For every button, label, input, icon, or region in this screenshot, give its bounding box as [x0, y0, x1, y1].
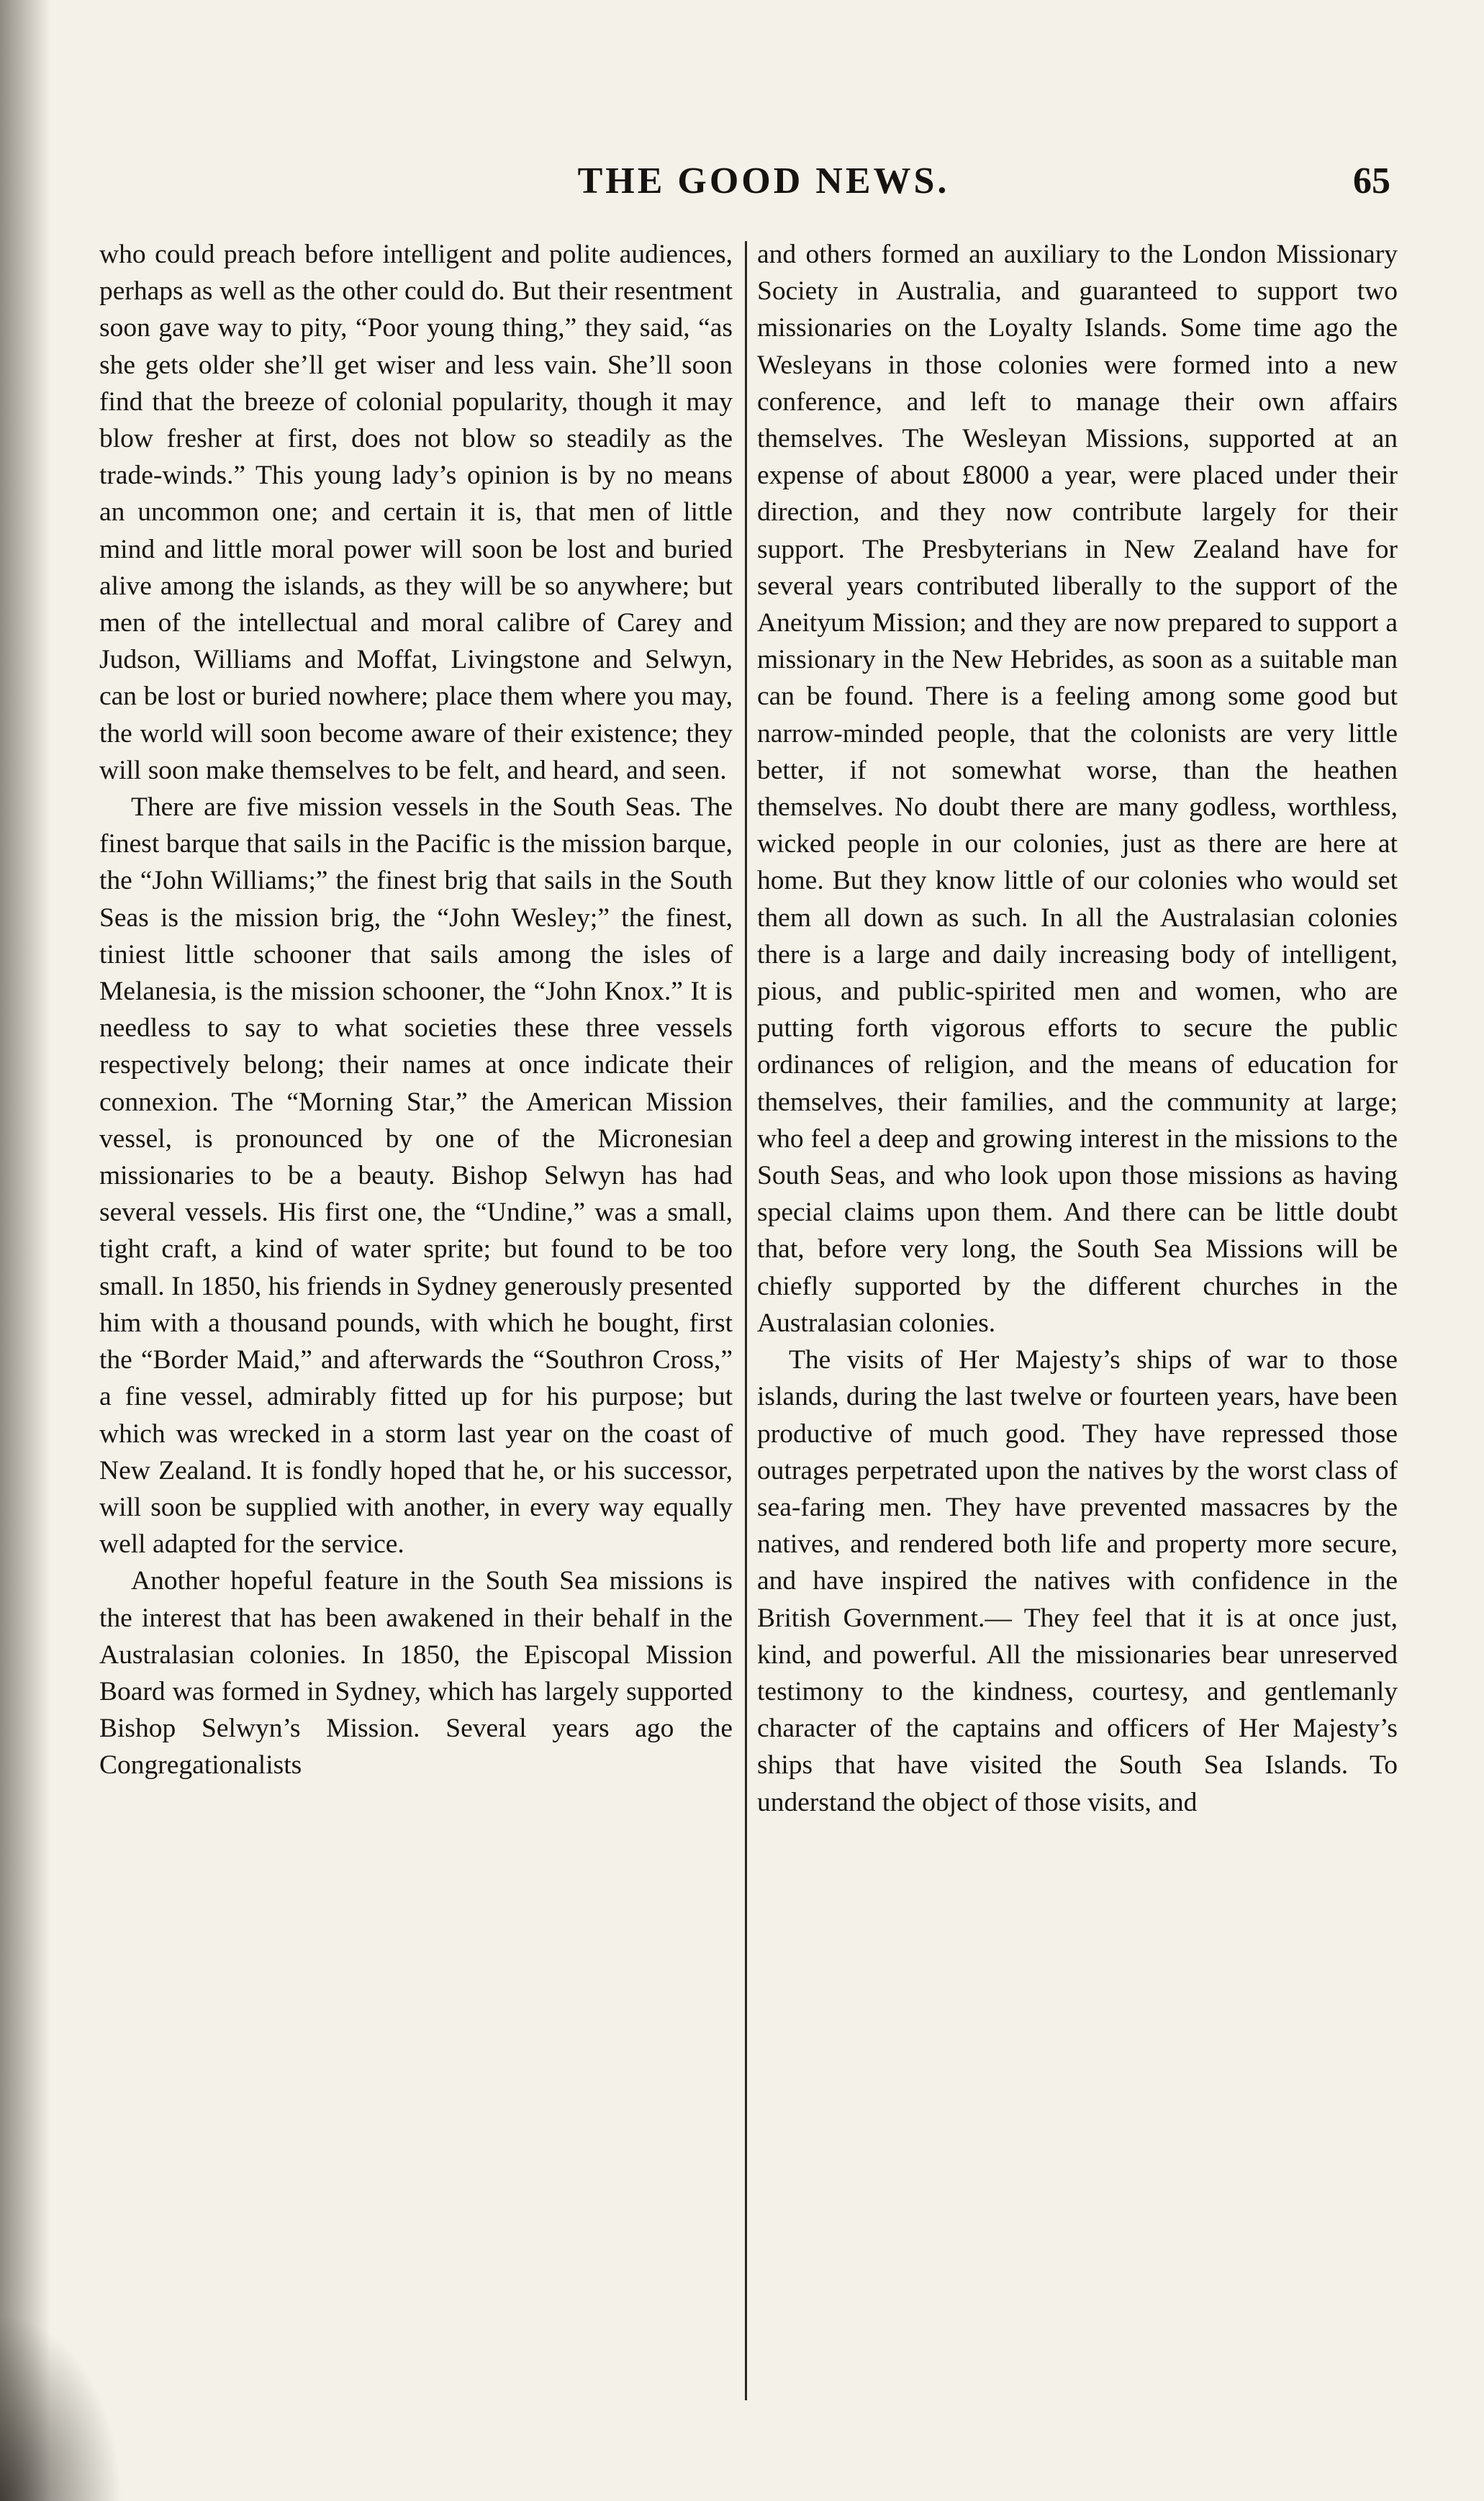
- paragraph: There are five mission vessels in the South Seas. The finest barque that sails in the Pacific is the mission barque, the “John Williams;” the finest brig that sails in the South Seas is the mission brig, the “John Wesley;” the finest, tiniest little schooner that sails among the isles of Melanesia, is the mission schooner, the “John Knox.” It is needless to say to what societies these three vessels respectively belong; their names at once indicate their connexion. The “Morning Star,” the American Mission vessel, is pronounced by one of the Micronesian missionaries to be a beauty. Bishop Selwyn has had several vessels. His first one, the “Undine,” was a small, tight craft, a kind of water sprite; but found to be too small. In 1850, his friends in Sydney generously presented him with a thousand pounds, with which he bought, first the “Border Maid,” and afterwards the “Southron Cross,” a fine vessel, admirably fitted up for his purpose; but which was wrecked in a storm last year on the coast of New Zealand. It is fondly hoped that he, or his successor, will soon be supplied with another, in every way equally well adapted for the service.: [99, 792, 733, 1560]
- binding-shadow: [0, 0, 50, 2501]
- paragraph: Another hopeful feature in the South Sea missions is the interest that has been awakened in their behalf in the Australasian colonies. In 1850, the Episcopal Mission Board was formed in Sydney, which has largely supported Bishop Selwyn’s Mission. Several years ago the Congregationalists: [99, 1566, 733, 1781]
- column-divider: [745, 241, 747, 2400]
- page-corner-shadow: [0, 2314, 122, 2501]
- paragraph: The visits of Her Majesty’s ships of war to those islands, during the last twelve or fourteen years, have been productive of much good. They have repressed those outrages perpetrated upon the natives by the worst class of sea-faring men. They have prevented massacres by the natives, and rendered both life and property more secure, and have inspired the natives with confidence in the British Government.— They feel that it is at once just, kind, and powerful. All the missionaries bear unreserved testimony to the kindness, courtesy, and gentlemanly character of the captains and officers of Her Majesty’s ships that have visited the South Sea Islands. To understand the object of those visits, and: [757, 1345, 1398, 1817]
- running-title: THE GOOD NEWS.: [577, 160, 950, 202]
- right-column: [757, 236, 1398, 1821]
- paragraph: who could preach before intelligent and polite audiences, perhaps as well as the other could do. But their resentment soon gave way to pity, “Poor young thing,” they said, “as she gets older she’ll get wiser and less vain. She’ll soon find that the breeze of colonial popularity, though it may blow fresher at first, does not blow so steadily as the trade-winds.” This young lady’s opinion is by no means an uncommon one; and certain it is, that men of little mind and little moral power will soon be lost and buried alive among the islands, as they will be so anywhere; but men of the intellectual and moral calibre of Carey and Judson, Williams and Moffat, Livingstone and Selwyn, can be lost or buried nowhere; place them where you may, the world will soon become aware of their existence; they will soon make themselves to be felt, and heard, and seen.: [99, 240, 733, 785]
- left-column: [99, 236, 733, 1784]
- paragraph: and others formed an auxiliary to the London Missionary Society in Australia, and guaranteed to support two missionaries on the Loyalty Islands. Some time ago the Wesleyans in those colonies were formed into a new conference, and left to manage their own affairs themselves. The Wesleyan Missions, supported at an expense of about £8000 a year, were placed under their direction, and they now contribute largely for their support. The Presbyterians in New Zealand have for several years contributed liberally to the support of the Aneityum Mission; and they are now prepared to support a missionary in the New Hebrides, as soon as a suitable man can be found. There is a feeling among some good but narrow-minded people, that the colonists are very little better, if not somewhat worse, than the heathen themselves. No doubt there are many godless, worthless, wicked people in our colonies, just as there are here at home. But they know little of our colonies who would set them all down as such. In all the Australasian colonies there is a large and daily increasing body of intelligent, pious, and public-spirited men and women, who are putting forth vigorous efforts to secure the public ordinances of religion, and the means of education for themselves, their families, and the community at large; who feel a deep and growing interest in the missions to the South Seas, and who look upon those missions as having special claims upon them. And there can be little doubt that, before very long, the South Sea Missions will be chiefly supported by the different churches in the Australasian colonies.: [757, 240, 1398, 1338]
- page-number: 65: [1353, 160, 1390, 202]
- page-header: [115, 160, 1412, 210]
